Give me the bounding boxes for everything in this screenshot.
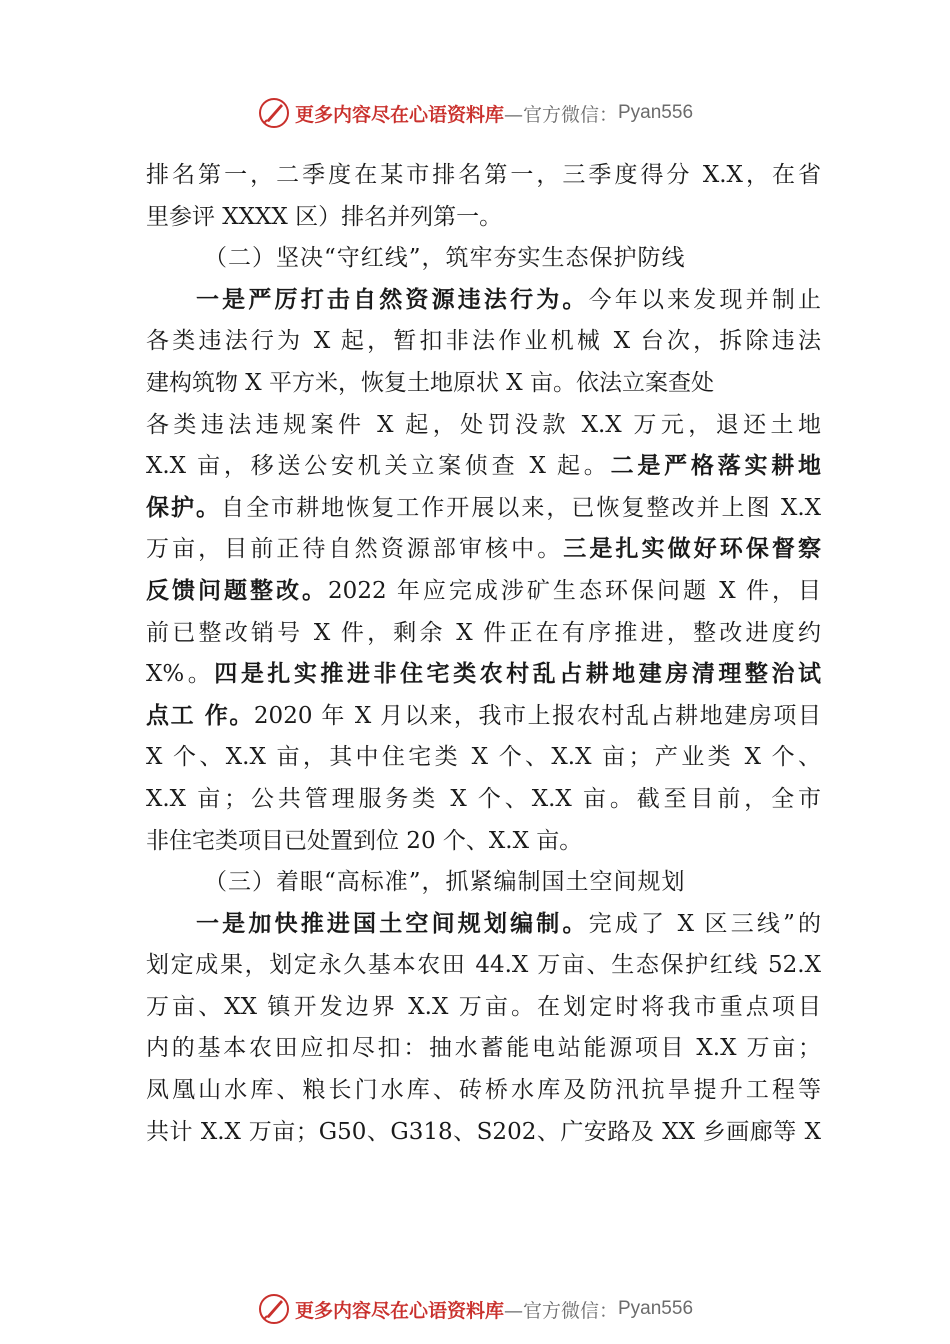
text-segment: 各类违法违规案件 X 起，处罚没款 X.X 万元，退还土地	[146, 411, 821, 438]
text-line	[146, 405, 821, 447]
text-line	[146, 571, 821, 613]
watermark-grey-text: —官方微信：	[503, 1299, 618, 1322]
text-line	[146, 529, 821, 571]
text-segment: 完成了 X 区三线”的	[588, 910, 821, 937]
text-segment: 万亩、XX 镇开发边界 X.X 万亩。在划定时将我市重点项目	[146, 993, 821, 1020]
text-segment: X.X 亩；公共管理服务类 X 个、X.X 亩。截至目前，全市	[146, 785, 821, 812]
text-line	[146, 904, 821, 946]
text-segment: X%。	[146, 661, 215, 688]
text-line	[146, 945, 821, 987]
text-line	[146, 1028, 821, 1070]
text-line	[146, 488, 821, 530]
text-segment: （二）坚决“守红线”，筑牢夯实生态保护防线	[204, 245, 686, 272]
text-line	[146, 613, 821, 655]
watermark-id-text: Pyan556	[618, 1298, 694, 1319]
quill-logo-icon	[257, 1292, 291, 1326]
text-line	[146, 821, 821, 863]
text-line	[146, 446, 821, 488]
text-segment: 划定成果，划定永久基本农田 44.X 万亩、生态保护红线 52.X	[146, 952, 821, 979]
document-body	[146, 155, 821, 1153]
text-segment: X.X 亩，移送公安机关立案侦查 X 起。	[146, 453, 611, 480]
footer-watermark	[0, 1289, 950, 1329]
text-line	[146, 280, 821, 322]
header-watermark	[0, 93, 950, 133]
text-line	[146, 654, 821, 696]
bold-lead-phrase: 四是扎实推进非住宅类农村乱占耕地建房清理整治试	[214, 661, 821, 688]
bold-lead-phrase: 二是严格落实耕地	[610, 453, 821, 480]
text-line	[146, 1070, 821, 1112]
text-segment: 内的基本农田应扣尽扣：抽水蓄能电站能源项目 X.X 万亩；	[146, 1035, 821, 1062]
text-line	[146, 1112, 821, 1154]
watermark-id-text: Pyan556	[618, 102, 694, 123]
bold-lead-phrase: 反馈问题整改。	[146, 577, 329, 604]
text-segment: 里参评 XXXX 区）排名并列第一。	[146, 203, 503, 230]
bold-lead-phrase: 保护。	[146, 494, 222, 521]
text-segment: 建构筑物 X 平方米，恢复土地原状 X 亩。依法立案查处	[146, 369, 714, 396]
watermark-red-text: 更多内容尽在心语资料库	[294, 1299, 504, 1322]
text-segment: 非住宅类项目已处置到位 20 个、X.X 亩。	[146, 827, 583, 854]
watermark-red-text: 更多内容尽在心语资料库	[294, 103, 504, 126]
text-segment: 今年以来发现并制止	[588, 286, 822, 313]
text-line	[146, 779, 821, 821]
text-segment: 自全市耕地恢复工作开展以来，已恢复整改并上图 X.X	[221, 494, 822, 521]
quill-logo-icon	[257, 96, 291, 130]
section-heading	[146, 238, 821, 280]
text-segment: 排名第一，二季度在某市排名第一，三季度得分 X.X，在省	[146, 162, 821, 188]
text-segment: X 个、X.X 亩，其中住宅类 X 个、X.X 亩；产业类 X 个、	[146, 744, 821, 771]
text-line	[146, 696, 821, 738]
bold-lead-phrase: 点工 作。	[146, 702, 254, 729]
bold-lead-phrase: 一是严厉打击自然资源违法行为。	[196, 286, 589, 313]
text-line	[146, 197, 821, 239]
text-segment: 共计 X.X 万亩；G50、G318、S202、广安路及 XX 乡画廊等 X	[146, 1118, 821, 1145]
text-segment: 凤凰山水库、粮长门水库、砖桥水库及防汛抗旱提升工程等	[146, 1077, 821, 1104]
text-segment: 2022 年应完成涉矿生态环保问题 X 件，目	[328, 577, 821, 604]
text-segment: （三）着眼“高标准”，抓紧编制国土空间规划	[204, 869, 686, 896]
bold-lead-phrase: 三是扎实做好环保督察	[563, 536, 822, 563]
text-segment: 各类违法行为 X 起，暂扣非法作业机械 X 台次，拆除违法	[146, 328, 821, 355]
section-heading	[146, 862, 821, 904]
bold-lead-phrase: 一是加快推进国土空间规划编制。	[196, 910, 589, 937]
text-line	[146, 737, 821, 779]
text-line	[146, 321, 821, 363]
text-segment: 前已整改销号 X 件，剩余 X 件正在有序推进，整改进度约	[146, 619, 821, 646]
text-segment: 万亩，目前正待自然资源部审核中。	[146, 536, 564, 563]
watermark-grey-text: —官方微信：	[503, 103, 618, 126]
text-line	[146, 987, 821, 1029]
text-line	[146, 363, 821, 405]
text-line	[146, 155, 821, 197]
text-segment: 2020 年 X 月以来，我市上报农村乱占耕地建房项目	[253, 702, 821, 729]
